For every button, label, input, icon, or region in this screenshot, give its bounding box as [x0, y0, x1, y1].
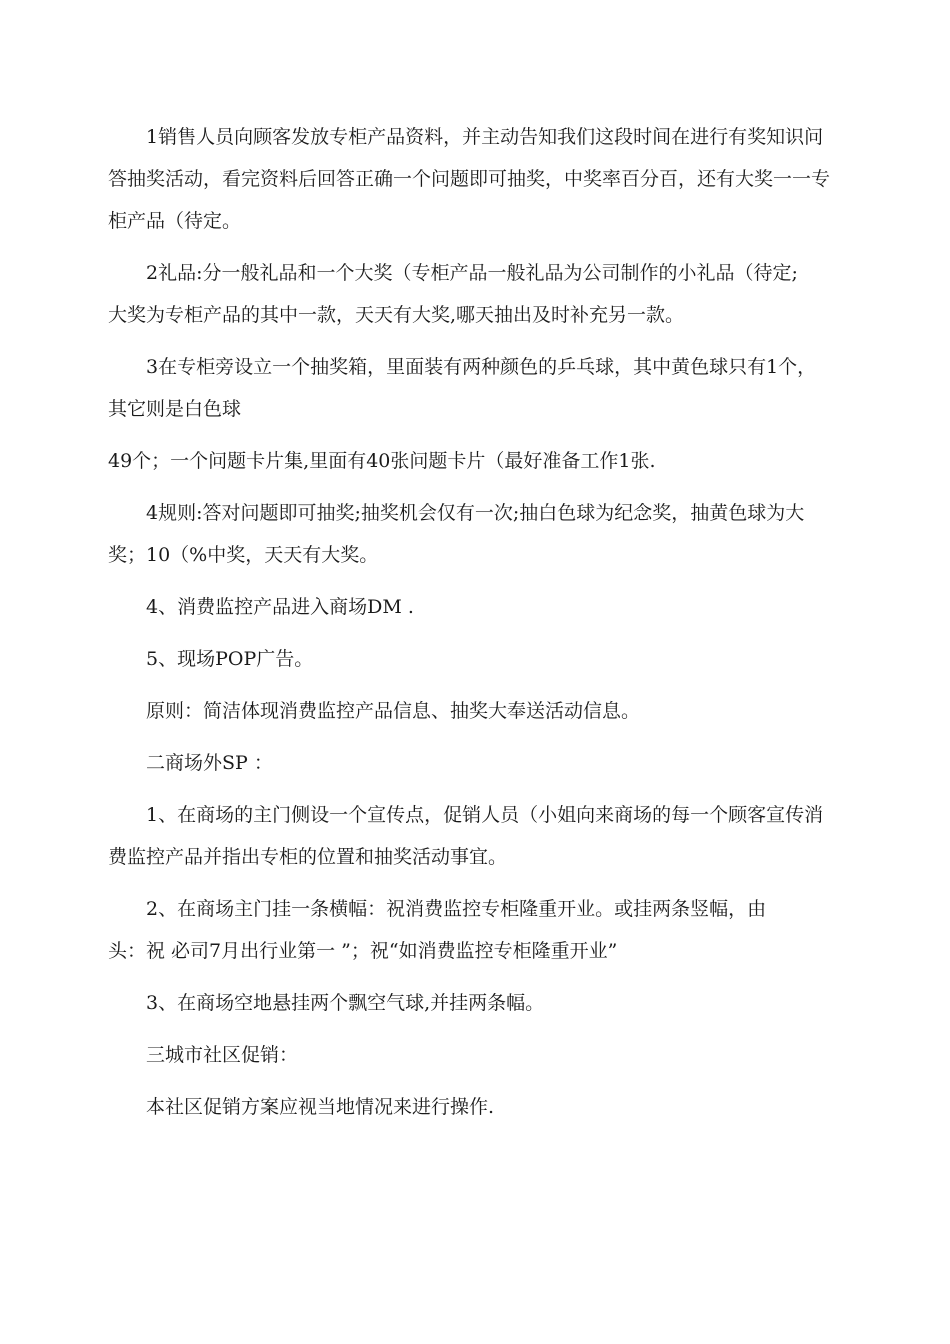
text-line: 本社区促销方案应视当地情况来进行操作. [146, 1096, 495, 1118]
text-line: 5、现场POP广告。 [146, 648, 314, 670]
text-line: 柜产品（待定。 [108, 210, 242, 232]
paragraph-community-plan [108, 1086, 850, 1128]
text-line: 1销售人员向顾客发放专柜产品资料，并主动告知我们这段时间在进行有奖知识问 [146, 126, 824, 148]
paragraph-question-cards [108, 440, 850, 482]
text-line: 大奖为专柜产品的其中一款，天天有大奖,哪天抽出及时补充另一款。 [108, 304, 685, 326]
text-line: 3在专柜旁设立一个抽奖箱，里面装有两种颜色的乒乓球，其中黄色球只有1个， [146, 356, 817, 378]
text-line: 4规则:答对问题即可抽奖;抽奖机会仅有一次;抽白色球为纪念奖，抽黄色球为大 [146, 502, 805, 524]
paragraph-balloons [108, 982, 850, 1024]
text-line: 三城市社区促销： [146, 1044, 299, 1066]
text-line: 答抽奖活动，看完资料后回答正确一个问题即可抽奖，中奖率百分百，还有大奖一一专 [108, 168, 831, 190]
paragraph-rules [108, 492, 850, 576]
paragraph-gifts [108, 252, 850, 336]
text-line: 4、消费监控产品进入商场DM . [146, 596, 414, 618]
text-line: 3、在商场空地悬挂两个飘空气球,并挂两条幅。 [146, 992, 545, 1014]
text-line: 2礼品:分一般礼品和一个大奖（专柜产品一般礼品为公司制作的小礼品（待定; [146, 262, 798, 284]
paragraph-prize-quiz [108, 116, 850, 242]
text-line: 原则：简洁体现消费监控产品信息、抽奖大奉送活动信息。 [146, 700, 641, 722]
text-line: 二商场外SP ： [146, 752, 273, 774]
paragraph-banner [108, 888, 850, 972]
text-line: 2、在商场主门挂一条横幅：祝消费监控专柜隆重开业。或挂两条竖幅，由 [146, 898, 767, 920]
text-line: 1、在商场的主门侧设一个宣传点，促销人员（小姐向来商场的每一个顾客宣传消 [146, 804, 824, 826]
text-line: 49个；一个问题卡片集,里面有40张问题卡片（最好准备工作1张. [108, 450, 656, 472]
text-line: 费监控产品并指出专柜的位置和抽奖活动事宜。 [108, 846, 508, 868]
paragraph-lottery-box [108, 346, 850, 430]
section-heading-outside-sp [108, 742, 850, 784]
text-line: 奖；10（%中奖，天天有大奖。 [108, 544, 379, 566]
text-line: 其它则是白色球 [108, 398, 242, 420]
paragraph-promo-point [108, 794, 850, 878]
document-page [108, 116, 850, 1138]
section-heading-community [108, 1034, 850, 1076]
paragraph-principle [108, 690, 850, 732]
paragraph-pop [108, 638, 850, 680]
text-line: 头：祝 必司7月出行业第一 ”；祝“如消费监控专柜隆重开业” [108, 940, 618, 962]
paragraph-dm [108, 586, 850, 628]
